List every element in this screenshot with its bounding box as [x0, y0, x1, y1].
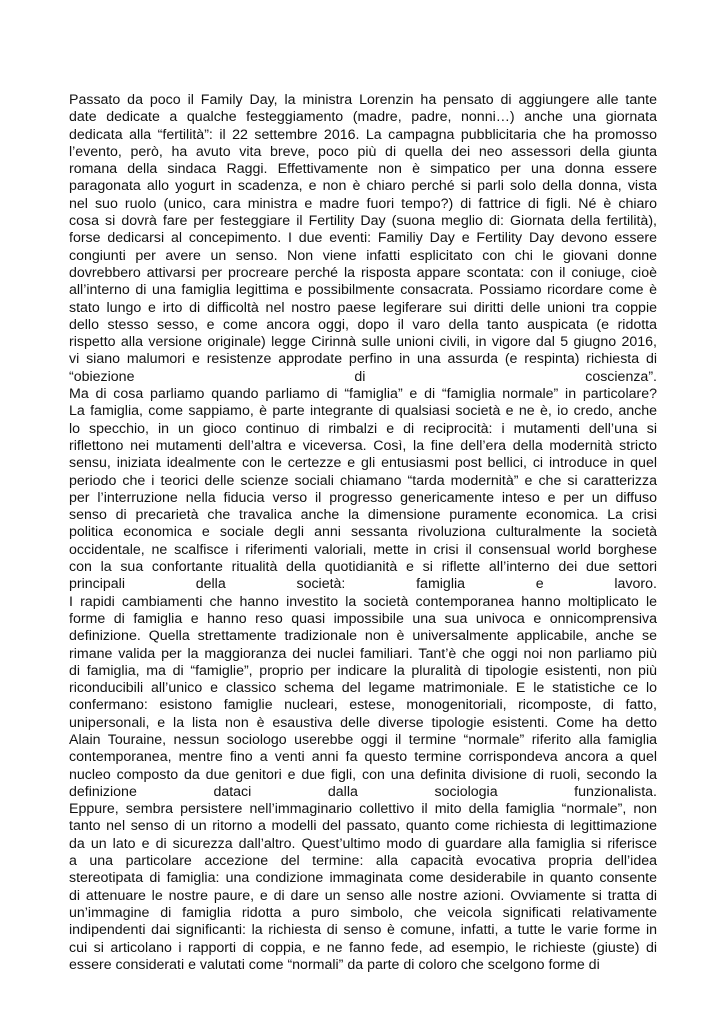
text-line: senso di precarietà che travalica anche la dimensione puramente economica. La crisi: [69, 507, 657, 524]
text-line: paragonata allo yogurt in scadenza, e non è chiaro perché si parli solo della donna, vista: [69, 178, 657, 195]
text-line: definizione dataci dalla sociologia funzionalista.: [69, 783, 657, 800]
text-line: Eppure, sembra persistere nell’immaginario collettivo il mito della famiglia “normale”, non: [69, 801, 657, 818]
text-line: forse dedicarsi al concepimento. I due eventi: Familiy Day e Fertility Day devono essere: [69, 230, 657, 247]
text-line: cosa si dovrà fare per festeggiare il Fertility Day (suona meglio di: Giornata della fertilità),: [69, 213, 657, 230]
body-text: [69, 92, 657, 974]
text-line: dello stesso sesso, e come ancora oggi, dopo il varo della tanto auspicata (e ridotta: [69, 316, 657, 333]
text-line: contemporanea, mentre fino a venti anni fa questo termine corrispondeva ancora a quel: [69, 749, 657, 766]
text-line: da un lato e di sicurezza dall’altro. Quest’ultimo modo di guardare alla famiglia si riferisce: [69, 835, 657, 852]
text-line: principali della società: famiglia e lavoro.: [69, 576, 657, 593]
text-line: lo specchio, in un gioco continuo di rimbalzi e di reciprocità: i mutamenti dell’una si: [69, 420, 657, 437]
text-line: di famiglia, ma di “famiglie”, proprio per indicare la pluralità di tipologie esistenti, non più: [69, 662, 657, 679]
text-line: I rapidi cambiamenti che hanno investito la società contemporanea hanno moltiplicato le: [69, 593, 657, 610]
text-line: La famiglia, come sappiamo, è parte integrante di qualsiasi società e ne è, io credo, anche: [69, 403, 657, 420]
text-line: nel suo ruolo (unico, cara ministra e madre fuori tempo?) di fattrice di figli. Né è chiaro: [69, 195, 657, 212]
text-line: stato lungo e irto di difficoltà nel nostro paese legiferare sui diritti delle unioni tra coppie: [69, 299, 657, 316]
text-line: di attenuare le nostre paure, e di dare un senso alle nostre azioni. Ovviamente si tratta di: [69, 887, 657, 904]
text-line: riflettono nei mutamenti dell’altra e viceversa. Così, la fine dell’era della modernità stricto: [69, 437, 657, 454]
text-line: periodo che i teorici delle scienze sociali chiamano “tarda modernità” e che si caratterizza: [69, 472, 657, 489]
text-line: congiunti per avere un senso. Non viene infatti esplicitato con chi le giovani donne: [69, 247, 657, 264]
text-line: all’interno di una famiglia legittima e possibilmente consacrata. Possiamo ricordare come è: [69, 282, 657, 299]
text-line: Alain Touraine, nessun sociologo userebbe oggi il termine “normale” riferito alla famiglia: [69, 731, 657, 748]
text-line: “obiezione di coscienza”.: [69, 368, 657, 385]
text-line: rimane valida per la maggioranza dei nuclei familiari. Tant’è che oggi noi non parliamo più: [69, 645, 657, 662]
text-line: romana della sindaca Raggi. Effettivamente non è simpatico per una donna essere: [69, 161, 657, 178]
text-line: date dedicate a qualche festeggiamento (madre, padre, nonni…) anche una giornata: [69, 109, 657, 126]
text-line: a una particolare accezione del termine: alla capacità evocativa propria dell’idea: [69, 853, 657, 870]
text-line: Ma di cosa parliamo quando parliamo di “famiglia” e di “famiglia normale” in particolare?: [69, 386, 657, 403]
text-line: tanto nel senso di un ritorno a modelli del passato, quanto come richiesta di legittimazione: [69, 818, 657, 835]
text-line: sensu, iniziata idealmente con le certezze e gli entusiasmi post bellici, ci introduce in quel: [69, 455, 657, 472]
text-line: forme di famiglia e hanno reso quasi impossibile una sua univoca e onnicomprensiva: [69, 610, 657, 627]
text-line: rispetto alla versione originale) legge Cirinnà sulle unioni civili, in vigore dal 5 giugno 2016,: [69, 334, 657, 351]
text-line: cui si articolano i rapporti di coppia, e ne fanno fede, ad esempio, le richieste (giuste) di: [69, 939, 657, 956]
text-line: indipendenti dai significanti: la richiesta di senso è comune, infatti, a tutte le varie forme in: [69, 922, 657, 939]
text-line: riconducibili all’unico e classico schema del legame matrimoniale. E le statistiche ce lo: [69, 680, 657, 697]
text-line: dovrebbero attivarsi per procreare perché la risposta appare scontata: con il coniuge, cioè: [69, 264, 657, 281]
text-line: politica economica e sociale degli anni sessanta rivoluziona culturalmente la società: [69, 524, 657, 541]
text-line: occidentale, ne scalfisce i riferimenti valoriali, mette in crisi il consensual world borghese: [69, 541, 657, 558]
text-line: nucleo composto da due genitori e due figli, con una definita divisione di ruoli, secondo la: [69, 766, 657, 783]
text-line: con la sua confortante ritualità della quotidianità e si riflette all’interno dei due settori: [69, 559, 657, 576]
text-line: vi siano malumori e resistenze approdate perfino in una assurda (e respinta) richiesta di: [69, 351, 657, 368]
text-line: stereotipata di famiglia: una condizione immaginata come desiderabile in quanto consente: [69, 870, 657, 887]
text-line: per l’interruzione nella fiducia verso il progresso genericamente inteso e per un diffuso: [69, 489, 657, 506]
text-line: Passato da poco il Family Day, la ministra Lorenzin ha pensato di aggiungere alle tante: [69, 92, 657, 108]
text-line: essere considerati e valutati come “normali” da parte di coloro che scelgono forme di: [69, 956, 600, 973]
text-line: confermano: esistono famiglie nucleari, estese, monogenitoriali, ricomposte, di fatto,: [69, 697, 657, 714]
text-line: l’evento, però, ha avuto vita breve, poco più di quella dei neo assessori della giunta: [69, 143, 657, 160]
text-line: unipersonali, e la lista non è esaustiva delle diverse tipologie esistenti. Come ha detto: [69, 714, 657, 731]
text-line: un’immagine di famiglia ridotta a puro simbolo, che veicola significati relativamente: [69, 904, 657, 921]
text-line: definizione. Quella strettamente tradizionale non è universalmente applicabile, anche se: [69, 628, 657, 645]
text-line: dedicata alla “fertilità”: il 22 settembre 2016. La campagna pubblicitaria che ha promosso: [69, 126, 657, 143]
